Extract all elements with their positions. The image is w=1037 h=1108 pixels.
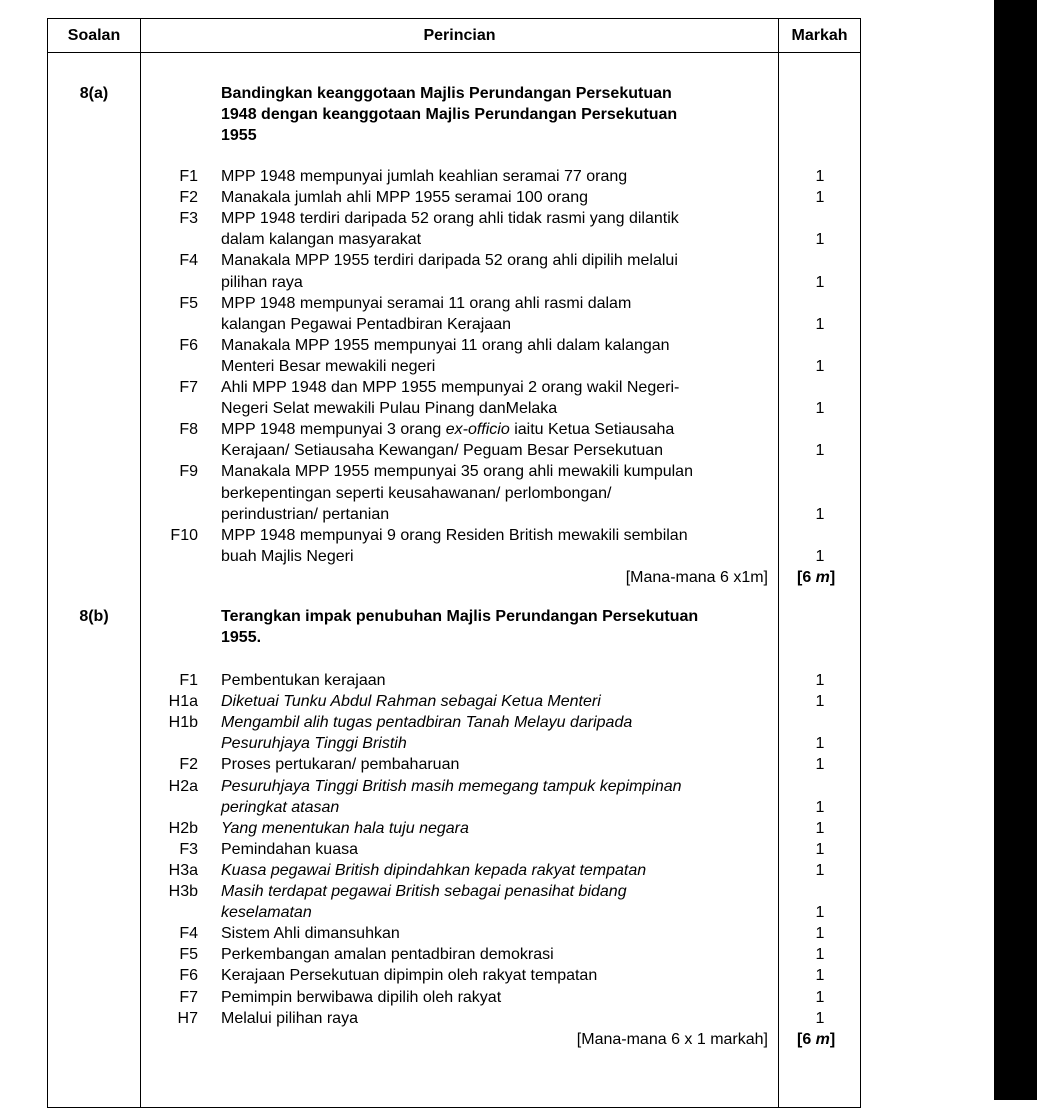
q8b-item-f1-mark: 1 <box>815 672 825 689</box>
q8b-summary: [Mana-mana 6 x 1 markah] <box>576 1030 768 1048</box>
q8b-item-f5-mark: 1 <box>815 946 825 964</box>
q8b-item-h3a-code: H3a <box>168 861 198 879</box>
q8a-question-title: 1948 dengan keanggotaan Majlis Perundangan Persekutuan <box>221 106 678 124</box>
q8b-item-h7-text: Melalui pilihan raya <box>221 1009 358 1027</box>
q8b-item-h1a-mark: 1 <box>815 693 825 711</box>
q8a-item-f3-mark: 1 <box>815 231 825 249</box>
q8b-item-h3a-mark: 1 <box>815 861 825 879</box>
q8a-item-f5-text: MPP 1948 mempunyai seramai 11 orang ahli rasmi dalam <box>221 294 632 312</box>
q8b-item-h2a-text: Pesuruhjaya Tinggi British masih memegang tampuk kepimpinan <box>221 777 682 795</box>
q8b-item-h1a-text: Diketuai Tunku Abdul Rahman sebagai Ketua Menteri <box>221 693 601 711</box>
q8a-item-f7-text: Ahli MPP 1948 dan MPP 1955 mempunyai 2 orang wakil Negeri- <box>221 379 680 396</box>
q8b-item-f6-code: F6 <box>179 967 198 985</box>
q8b-item-h7-mark: 1 <box>815 1009 825 1027</box>
q8a-item-f2-mark: 1 <box>815 189 825 207</box>
q8b-item-h3b-text: keselamatan <box>221 904 312 922</box>
q8b-item-f6-text: Kerajaan Persekutuan dipimpin oleh rakyat tempatan <box>221 967 598 985</box>
q8a-item-f8-mark: 1 <box>815 442 825 460</box>
q8b-item-f4-mark: 1 <box>815 925 825 943</box>
q8a-item-f2-text: Manakala jumlah ahli MPP 1955 seramai 100 orang <box>221 189 589 207</box>
q8a-item-f9-text: perindustrian/ pertanian <box>221 505 390 523</box>
q8b-item-h3b-code: H3b <box>168 883 198 900</box>
q8b-item-h3b-mark: 1 <box>815 904 825 922</box>
q8a-item-f9-text: Manakala MPP 1955 mempunyai 35 orang ahli mewakili kumpulan <box>221 463 693 481</box>
q8b-item-h1b-mark: 1 <box>815 735 825 753</box>
header-divider <box>48 52 860 53</box>
q8b-item-h2b-code: H2b <box>168 819 198 837</box>
column-divider-2 <box>778 19 779 1107</box>
q8a-item-f3-code: F3 <box>179 210 198 228</box>
q8a-item-f1-code: F1 <box>179 168 198 185</box>
q8a-item-f6-code: F6 <box>179 336 198 354</box>
q8a-question-label: 8(a) <box>79 85 109 102</box>
q8a-item-f6-text: Menteri Besar mewakili negeri <box>221 357 436 375</box>
q8a-item-f3-text: dalam kalangan masyarakat <box>221 231 422 249</box>
q8a-item-f9-text: berkepentingan seperti keusahawanan/ perlombongan/ <box>221 484 612 502</box>
q8a-item-f10-code: F10 <box>170 526 198 544</box>
q8a-item-f9-code: F9 <box>179 463 198 481</box>
q8a-item-f1-mark: 1 <box>815 168 825 185</box>
q8a-item-f4-mark: 1 <box>815 273 825 291</box>
q8b-item-f2-mark: 1 <box>815 756 825 774</box>
ex-officio-term: ex-officio <box>445 421 510 439</box>
q8b-item-f1-code: F1 <box>179 672 198 689</box>
q8b-item-f3-code: F3 <box>179 840 198 858</box>
q8b-item-f4-text: Sistem Ahli dimansuhkan <box>221 925 400 943</box>
q8b-total-mark: [6 m] <box>797 1030 836 1048</box>
q8b-item-f5-text: Perkembangan amalan pentadbiran demokrasi <box>221 946 554 964</box>
q8a-item-f6-text: Manakala MPP 1955 mempunyai 11 orang ahli dalam kalangan <box>221 336 670 354</box>
q8a-item-f3-text: MPP 1948 terdiri daripada 52 orang ahli tidak rasmi yang dilantik <box>221 210 679 228</box>
marking-scheme-table <box>47 18 861 1108</box>
q8b-item-h3a-text: Kuasa pegawai British dipindahkan kepada rakyat tempatan <box>221 861 647 879</box>
q8b-item-h1b-text: Pesuruhjaya Tinggi Bristih <box>221 735 407 753</box>
q8a-item-f7-code: F7 <box>179 379 198 396</box>
q8b-item-f4-code: F4 <box>179 925 198 943</box>
q8b-item-f6-mark: 1 <box>815 967 825 985</box>
q8a-item-f4-text: Manakala MPP 1955 terdiri daripada 52 orang ahli dipilih melalui <box>221 252 678 270</box>
q8b-item-h2a-text: peringkat atasan <box>221 798 340 816</box>
q8a-item-f8-text: MPP 1948 mempunyai 3 orang ex-officio iaitu Ketua Setiausaha <box>221 421 675 439</box>
right-black-border <box>994 0 1037 1100</box>
q8b-item-f2-code: F2 <box>179 756 198 774</box>
q8a-item-f7-mark: 1 <box>815 400 825 418</box>
total-mark-unit: m <box>815 568 830 586</box>
q8a-item-f8-code: F8 <box>179 421 198 439</box>
q8b-item-h7-code: H7 <box>177 1009 198 1027</box>
q8a-item-f2-code: F2 <box>179 189 198 207</box>
column-divider-1 <box>140 19 141 1107</box>
q8b-item-h2a-mark: 1 <box>815 798 825 816</box>
q8b-item-f7-mark: 1 <box>815 988 825 1006</box>
q8a-item-f9-mark: 1 <box>815 505 825 523</box>
q8b-question-title: 1955. <box>221 629 262 647</box>
header-soalan: Soalan <box>67 27 121 44</box>
q8a-question-title: 1955 <box>221 127 257 145</box>
q8b-item-h2b-text: Yang menentukan hala tuju negara <box>221 819 469 837</box>
q8b-item-h2a-code: H2a <box>168 777 198 795</box>
q8a-item-f6-mark: 1 <box>815 357 825 375</box>
q8b-item-f3-mark: 1 <box>815 840 825 858</box>
q8a-item-f5-code: F5 <box>179 294 198 312</box>
q8b-item-h2b-mark: 1 <box>815 819 825 837</box>
q8b-item-f5-code: F5 <box>179 946 198 964</box>
q8b-question-title: Terangkan impak penubuhan Majlis Perundangan Persekutuan <box>221 608 699 625</box>
q8a-item-f4-code: F4 <box>179 252 198 270</box>
q8a-question-title: Bandingkan keanggotaan Majlis Perundangan Persekutuan <box>221 85 672 102</box>
q8b-item-f3-text: Pemindahan kuasa <box>221 840 358 858</box>
q8a-item-f5-mark: 1 <box>815 315 825 333</box>
q8b-item-h3b-text: Masih terdapat pegawai British sebagai penasihat bidang <box>221 883 627 900</box>
q8a-item-f10-text: MPP 1948 mempunyai 9 orang Residen British mewakili sembilan <box>221 526 688 544</box>
q8a-item-f10-mark: 1 <box>815 547 825 565</box>
q8a-item-f8-text: Kerajaan/ Setiausaha Kewangan/ Peguam Besar Persekutuan <box>221 442 664 460</box>
q8b-item-f7-text: Pemimpin berwibawa dipilih oleh rakyat <box>221 988 502 1006</box>
q8b-question-label: 8(b) <box>79 608 109 625</box>
q8a-summary: [Mana-mana 6 x1m] <box>625 568 768 586</box>
q8a-item-f1-text: MPP 1948 mempunyai jumlah keahlian seramai 77 orang <box>221 168 628 185</box>
q8a-item-f4-text: pilihan raya <box>221 273 303 291</box>
q8b-item-h1a-code: H1a <box>168 693 198 711</box>
q8a-total-mark: [6 m] <box>797 568 836 586</box>
header-perincian: Perincian <box>423 27 496 44</box>
header-markah: Markah <box>791 27 848 44</box>
q8b-item-f2-text: Proses pertukaran/ pembaharuan <box>221 756 460 774</box>
q8b-item-f7-code: F7 <box>179 988 198 1006</box>
q8b-item-h1b-text: Mengambil alih tugas pentadbiran Tanah Melayu daripada <box>221 714 633 732</box>
q8b-item-f1-text: Pembentukan kerajaan <box>221 672 386 689</box>
q8a-item-f5-text: kalangan Pegawai Pentadbiran Kerajaan <box>221 315 511 333</box>
q8b-item-h1b-code: H1b <box>168 714 198 732</box>
q8a-item-f10-text: buah Majlis Negeri <box>221 547 354 565</box>
q8a-item-f7-text: Negeri Selat mewakili Pulau Pinang danMelaka <box>221 400 558 418</box>
total-mark-unit: m <box>815 1030 830 1048</box>
